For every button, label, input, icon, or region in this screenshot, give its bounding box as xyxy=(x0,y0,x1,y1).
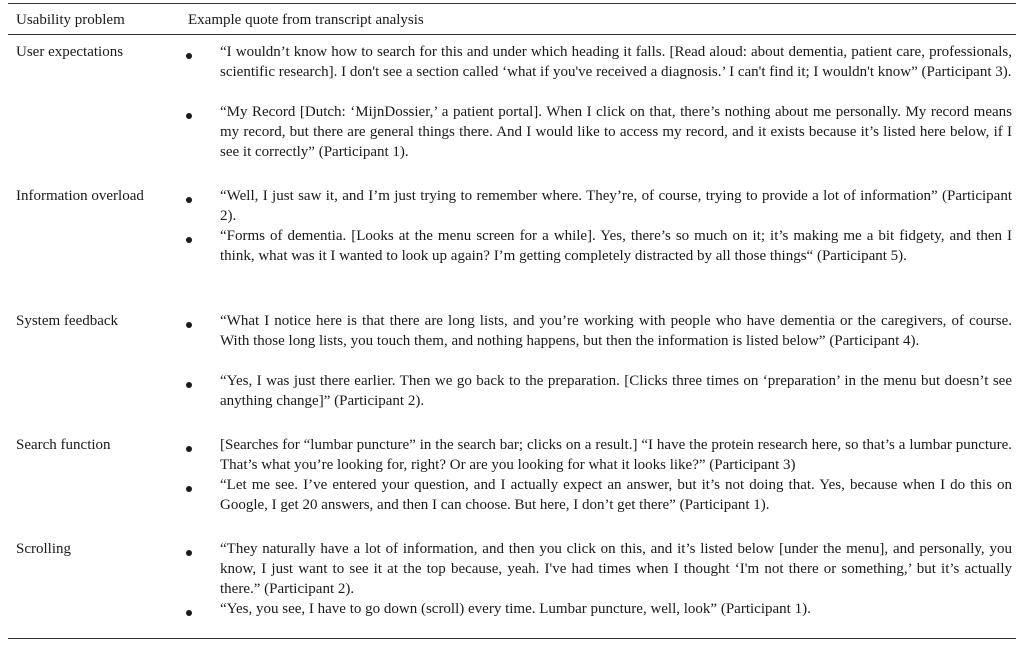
table-top-rule xyxy=(8,3,1016,4)
quote-text: “Yes, I was just there earlier. Then we go back to the preparation. [Clicks three times on ‘preparation’ in the menu but doesn’t see anything change]” (Participant 2). xyxy=(220,373,1012,409)
quote-text: “Let me see. I’ve entered your question, and I actually expect an answer, but it’s not doing that. Yes, because when I do this on Google, I get 20 answers, and then I can choose. But here, I don’t get there” (Participant 1). xyxy=(220,477,1012,513)
quote-text: “What I notice here is that there are long lists, and you’re working with people who have dementia or the caregivers, of course. With those long lists, you touch them, and nothing happens, but then the information is listed below” (Participant 4). xyxy=(220,313,1012,349)
quote-text: “I wouldn’t know how to search for this and under which heading it falls. [Read aloud: about dementia, patient care, professionals, scientific research]. I don't see a section called ‘what if you've received a diagnosis.’ I can't find it; I wouldn't know” (Participant 3). xyxy=(220,44,1012,80)
bullet-icon xyxy=(186,313,194,333)
quote-text: “They naturally have a lot of information, and then you click on this, and it’s listed below [under the menu], and personally, you know, I just want to see it at the top because, yeah. I've had times when I thought ‘I'm not there or something,’ but it’s actually there.” (Participant 2). xyxy=(220,541,1012,597)
problem-label: User expectations xyxy=(16,44,124,60)
bullet-icon xyxy=(186,601,194,621)
problem-label: Search function xyxy=(16,437,111,453)
table-header-rule xyxy=(8,34,1016,35)
bullet-icon xyxy=(186,104,194,124)
problem-label: Information overload xyxy=(16,188,144,204)
quote-text: “Forms of dementia. [Looks at the menu screen for a while]. Yes, there’s so much on it; it’s making me a bit fidgety, and then I think, what was it I wanted to look up again? I’m getting completely distracted by all those things“ (Participant 5). xyxy=(220,228,1012,264)
column-header-usability-problem: Usability problem xyxy=(16,12,125,28)
quote-text: [Searches for “lumbar puncture” in the search bar; clicks on a result.] “I have the protein research here, so that’s a lumbar puncture. That’s what you’re looking for, right? Or are you looking for what it looks like?” (Participant 3) xyxy=(220,437,1012,473)
column-header-example-quote: Example quote from transcript analysis xyxy=(188,12,424,28)
bullet-icon xyxy=(186,44,194,64)
problem-label: Scrolling xyxy=(16,541,71,557)
table-bottom-rule xyxy=(8,638,1016,639)
bullet-icon xyxy=(186,477,194,497)
bullet-icon xyxy=(186,541,194,561)
bullet-icon xyxy=(186,228,194,248)
bullet-icon xyxy=(186,437,194,457)
quote-text: “Well, I just saw it, and I’m just trying to remember where. They’re, of course, trying to provide a lot of information” (Participant 2). xyxy=(220,188,1012,224)
bullet-icon xyxy=(186,188,194,208)
quote-text: “Yes, you see, I have to go down (scroll) every time. Lumbar puncture, well, look” (Participant 1). xyxy=(220,601,811,617)
problem-label: System feedback xyxy=(16,313,119,329)
bullet-icon xyxy=(186,373,194,393)
quote-text: “My Record [Dutch: ‘MijnDossier,’ a patient portal]. When I click on that, there’s nothing about me personally. My record means my record, but there are general things there. And I would like to access my record, and it exists because it’s listed here below, if I see it correctly” (Participant 1). xyxy=(220,104,1012,160)
